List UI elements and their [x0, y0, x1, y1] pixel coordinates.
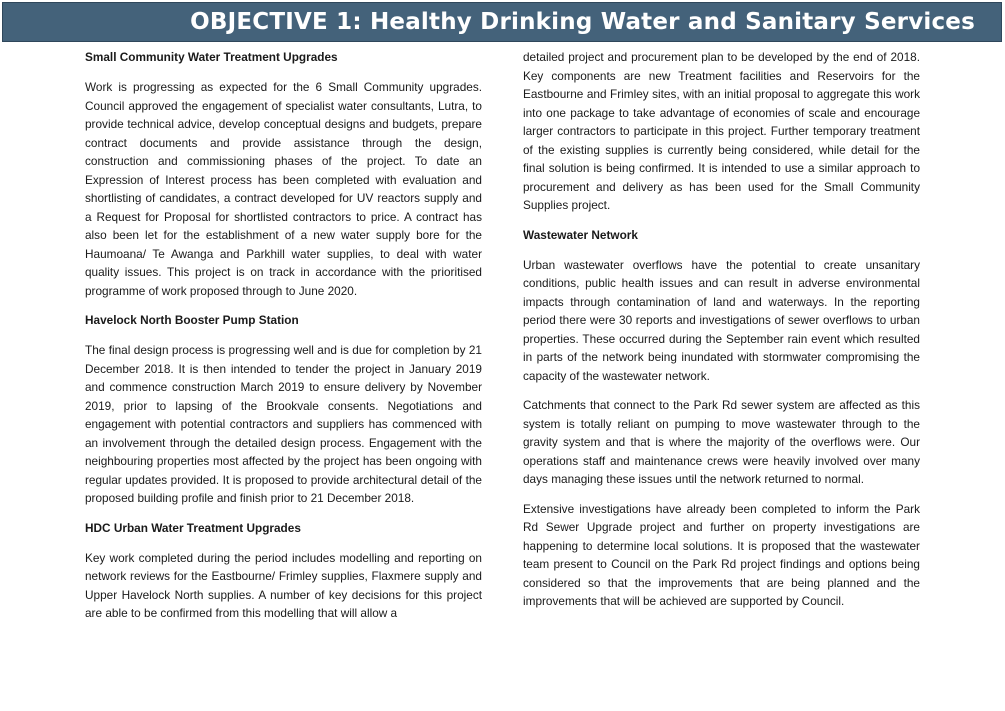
wastewater-paragraph-2: Catchments that connect to the Park Rd sewer system are affected as this system is totally reliant on pumping to move wastewater through to the gravity system and that is where the majority of the overflows were. Our operations staff and maintenance crews were heavily involved over many days managing these issues until the network returned to normal. [523, 398, 920, 486]
section-heading-wastewater: Wastewater Network [523, 227, 638, 242]
right-column [523, 46, 920, 620]
objective-banner [2, 2, 1002, 42]
section-body-small-community: Work is progressing as expected for the 6 Small Community upgrades. Council approved the engagement of specialist water consultants, Lutra, to provide technical advice, develop conceptual designs and budgets, prepare contract documents and provide assistance through the design, construction and commissioning phases of the project. To date an Expression of Interest process has been completed with evaluation and shortlisting of candidates, a contract developed for UV reactors supply and a Request for Proposal for shortlisted contractors to price. A contract has also been let for the establishment of a new water supply bore for the Haumoana/ Te Awanga and Parkhill water supplies, to deal with water quality issues. This project is on track in accordance with the prioritised programme of work proposed through to June 2020. [85, 80, 482, 298]
section-heading-booster-pump: Havelock North Booster Pump Station [85, 313, 299, 327]
wastewater-paragraph-3: Extensive investigations have already been completed to inform the Park Rd Sewer Upgrade project and further on property investigations are happening to determine local solutions. It is proposed that the wastewater team present to Council on the Park Rd project findings and options being considered so that the improvements that are being planned and the improvements that will be achieved are supported by Council. [523, 501, 920, 608]
section-body-booster-pump: The final design process is progressing well and is due for completion by 21 December 2018. It is then intended to tender the project in January 2019 and commence construction March 2019 to ensure delivery by November 2019, prior to lapsing of the Brookvale consents. Negotiations and engagement with potential contractors and suppliers has commenced with an involvement through the detailed design process. Engagement with the neighbouring properties most affected by the project has been ongoing with regular updates provided. It is proposed to provide architectural detail of the proposed building profile and finish prior to 21 December 2018. [85, 343, 482, 505]
wastewater-paragraph-1: Urban wastewater overflows have the potential to create unsanitary conditions, public health issues and can result in adverse environmental impacts through contamination of land and waterways. In the reporting period there were 30 reports and investigations of sewer overflows to urban properties. These occurred during the September rain event which resulted in parts of the network being inundated with stormwater compromising the capacity of the wastewater network. [523, 257, 920, 383]
section-heading-small-community: Small Community Water Treatment Upgrades [85, 50, 338, 64]
page-title: OBJECTIVE 1: Healthy Drinking Water and Sanitary Services [190, 9, 975, 35]
section-body-urban-water: Key work completed during the period includes modelling and reporting on network reviews for the Eastbourne/ Frimley supplies, Flaxmere supply and Upper Havelock North supplies. A number of key decisions for this project are able to be confirmed from this modelling that will allow a [85, 550, 482, 620]
section-body-urban-water-continued: detailed project and procurement plan to be developed by the end of 2018. Key components are new Treatment facilities and Reservoirs for the Eastbourne and Frimley sites, with an initial proposal to aggregate this work into one package to take advantage of economies of scale and encourage larger contractors to participate in this project. Further temporary treatment of the existing supplies is currently being considered, while detail for the final solution is being confirmed. It is intended to use a similar approach to procurement and delivery as has been used for the Small Community Supplies project. [523, 50, 920, 212]
left-column [85, 46, 482, 632]
section-heading-urban-water: HDC Urban Water Treatment Upgrades [85, 520, 301, 535]
